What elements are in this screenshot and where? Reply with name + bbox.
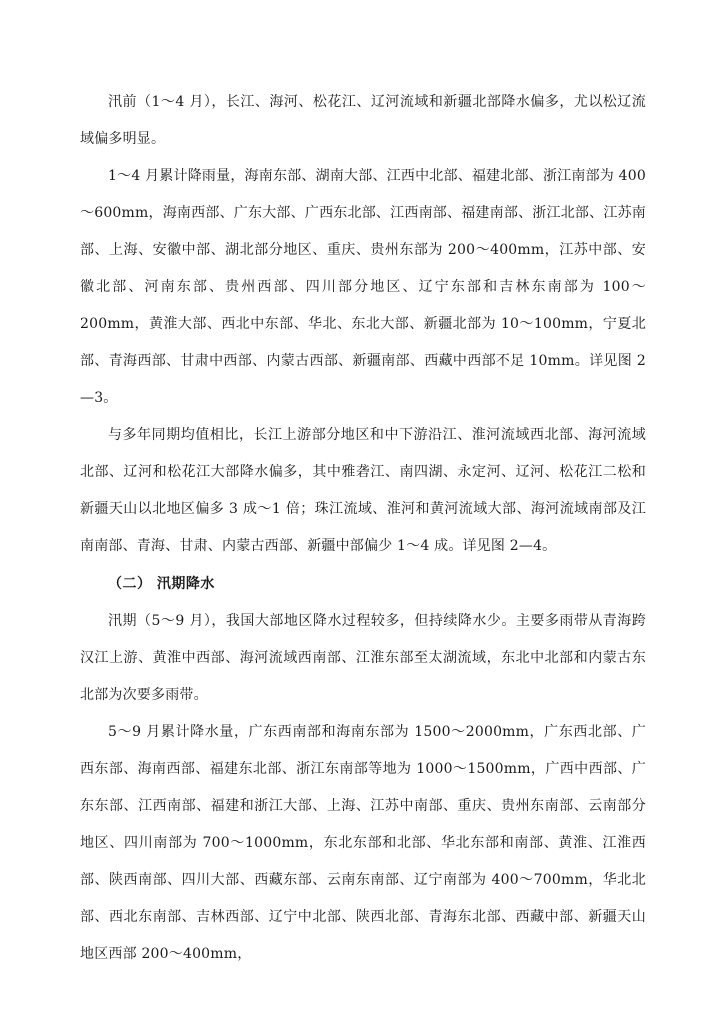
paragraph-pre-flood-summary: 汛前（1～4 月），长江、海河、松花江、辽河流域和新疆北部降水偏多，尤以松辽流域偏多明显。 <box>80 94 646 147</box>
section-heading-flood-season: （二） 汛期降水 <box>108 576 215 592</box>
document-page <box>80 84 646 973</box>
paragraph-flood-season-rainfall: 5～9 月累计降水量，广东西南部和海南东部为 1500～2000mm，广东西北部、广西东部、海南西部、福建东北部、浙江东南部等地为 1000～1500mm，广西中西部、广东东部、江西南部、福建和浙江大部、上海、江苏中南部、重庆、贵州东南部、云南部分地区、四川南部为 700～1000mm，东北东部和北部、华北东部和南部、黄淮、江淮西部、陕西南部、四川大部、西藏东部、云南东南部、辽宁南部为 400～700mm，华北北部、西北东南部、吉林西部、辽宁中北部、陕西北部、青海东北部、西藏中部、新疆天山地区西部 200～400mm， <box>80 724 646 962</box>
paragraph-pre-flood-comparison: 与多年同期均值相比，长江上游部分地区和中下游沿江、淮河流域西北部、海河流域北部、辽河和松花江大部降水偏多，其中雅砻江、南四湖、永定河、辽河、松花江二松和新疆天山以北地区偏多 3 成～1 倍；珠江流域、淮河和黄河流域大部、海河流域南部及江南南部、青海、甘肃、内蒙古西部、新疆中部偏少 1～4 成。详见图 2—4。 <box>80 427 646 554</box>
paragraph-pre-flood-rainfall: 1～4 月累计降雨量，海南东部、湖南大部、江西中北部、福建北部、浙江南部为 400～600mm，海南西部、广东大部、广西东北部、江西南部、福建南部、浙江北部、江苏南部、上海、安徽中部、湖北部分地区、重庆、贵州东部为 200～400mm，江苏中部、安徽北部、河南东部、贵州西部、四川部分地区、辽宁东部和吉林东南部为 100～200mm，黄淮大部、西北中东部、华北、东北大部、新疆北部为 10～100mm，宁夏北部、青海西部、甘肃中西部、内蒙古西部、新疆南部、西藏中西部不足 10mm。详见图 2—3。 <box>80 168 646 406</box>
paragraph-flood-season-summary: 汛期（5～9 月），我国大部地区降水过程较多，但持续降水少。主要多雨带从青海跨汉江上游、黄淮中西部、海河流域西南部、江淮东部至太湖流域，东北中北部和内蒙古东北部为次要多雨带。 <box>80 613 646 703</box>
